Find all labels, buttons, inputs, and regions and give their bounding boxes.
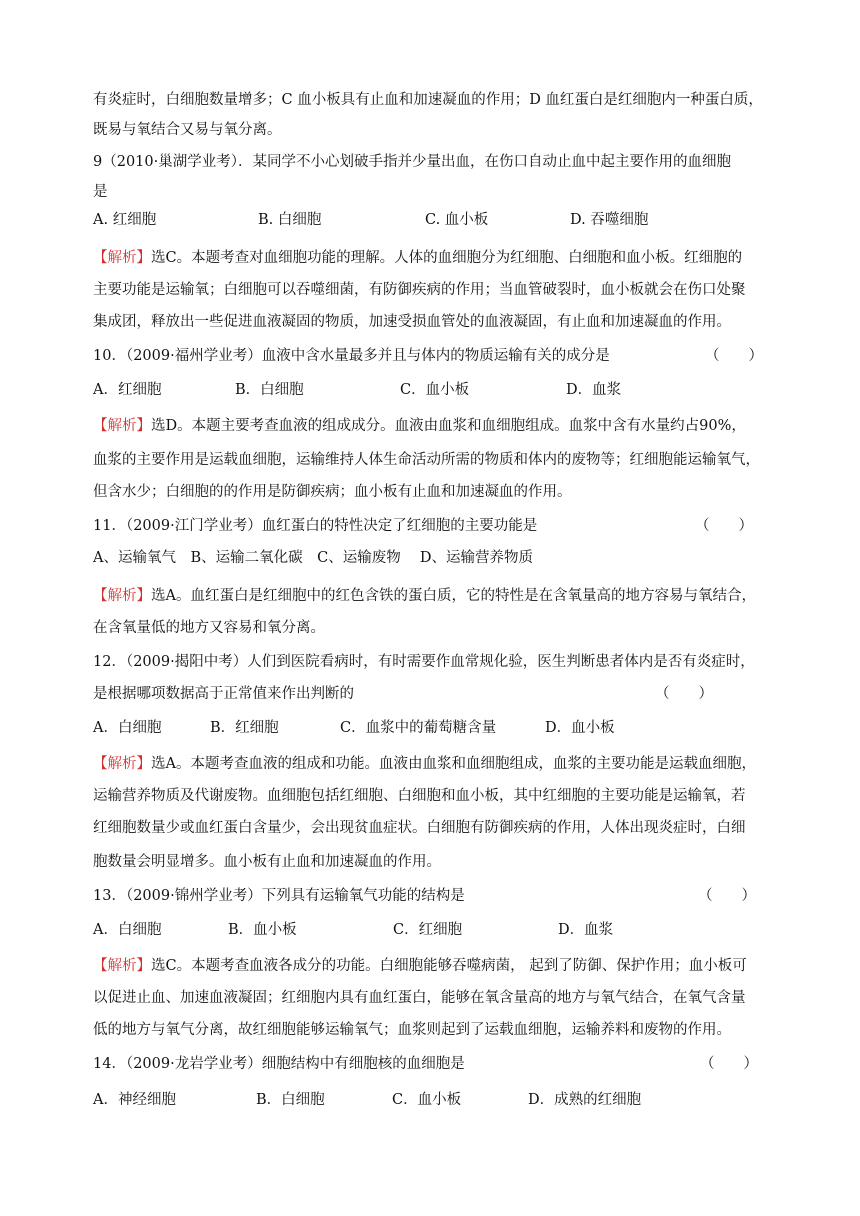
q11-analysis-text: 选A。血红蛋白是红细胞中的红色含铁的蛋白质，它的特性是在含氧量高的地方容易与氧结合，	[151, 588, 756, 604]
q10-analysis-line-1	[93, 416, 746, 436]
q9-analysis-line-2: 主要功能是运输氧；白细胞可以吞噬细菌，有防御疾病的作用；当血管破裂时，血小板就会在伤口处聚	[93, 282, 746, 298]
q10-option-c: C．血小板	[400, 382, 470, 398]
q9-stem-line-2: 是	[93, 184, 108, 200]
q13-analysis-line-1	[93, 956, 747, 976]
q12-option-d: D．血小板	[545, 720, 615, 736]
q9-option-d: D. 吞噬细胞	[570, 212, 649, 228]
q9-analysis-text: 选C。本题考查对血细胞功能的理解。人体的血细胞分为红细胞、白细胞和血小板。红细胞的	[151, 250, 743, 266]
q14-option-c: C．血小板	[392, 1092, 462, 1108]
q12-stem-line-2: 是根据哪项数据高于正常值来作出判断的	[93, 686, 354, 702]
q10-analysis-line-2: 血浆的主要作用是运载血细胞，运输维持人体生命活动所需的物质和体内的废物等；红细胞能运输氧气，	[93, 452, 760, 468]
q13-option-b: B．血小板	[228, 922, 297, 938]
q12-analysis-line-4: 胞数量会明显增多。血小板有止血和加速凝血的作用。	[93, 854, 441, 870]
q12-analysis-line-2: 运输营养物质及代谢废物。血细胞包括红细胞、白细胞和血小板，其中红细胞的主要功能是运输氧，若	[93, 788, 746, 804]
q10-option-b: B．白细胞	[235, 382, 304, 398]
q14-option-b: B．白细胞	[256, 1092, 325, 1108]
q9-option-a: A. 红细胞	[93, 212, 157, 228]
q9-option-c: C. 血小板	[425, 212, 489, 228]
q10-option-d: D．血浆	[566, 382, 622, 398]
q14-answer-bracket: （ ）	[700, 1056, 758, 1072]
intro-line-2: 既易与氧结合又易与氧分离。	[93, 122, 282, 138]
q12-stem-line-1: 12．（2009·揭阳中考）人们到医院看病时，有时需要作血常规化验，医生判断患者体内是否有炎症时，	[93, 654, 755, 670]
q10-analysis-line-3: 但含水少；白细胞的的作用是防御疾病；血小板有止血和加速凝血的作用。	[93, 484, 572, 500]
q10-analysis-text: 选D。本题主要考查血液的组成成分。血液由血浆和血细胞组成。血浆中含有水量约占90%，	[151, 418, 746, 434]
q10-answer-bracket: （ ）	[705, 348, 763, 364]
q11-options: A、运输氧气 B、运输二氧化碳 C、运输废物 D、运输营养物质	[93, 550, 533, 566]
analysis-label: 【解析】	[93, 250, 151, 266]
q11-analysis-line-2: 在含氧量低的地方又容易和氧分离。	[93, 620, 325, 636]
q10-option-a: A．红细胞	[93, 382, 162, 398]
q9-analysis-line-1	[93, 248, 742, 268]
q11-stem: 11．（2009·江门学业考）血红蛋白的特性决定了红细胞的主要功能是	[93, 518, 538, 534]
q14-option-a: A．神经细胞	[93, 1092, 176, 1108]
q10-stem: 10．（2009·福州学业考）血液中含水量最多并且与体内的物质运输有关的成分是	[93, 348, 610, 364]
q13-option-a: A．白细胞	[93, 922, 162, 938]
q12-analysis-line-1	[93, 754, 756, 774]
analysis-label: 【解析】	[93, 958, 151, 974]
q14-stem: 14．（2009·龙岩学业考）细胞结构中有细胞核的血细胞是	[93, 1056, 465, 1072]
q9-option-b: B. 白细胞	[258, 212, 322, 228]
q12-option-b: B．红细胞	[210, 720, 279, 736]
q14-option-d: D．成熟的红细胞	[528, 1092, 642, 1108]
q13-analysis-text: 选C。本题考查血液各成分的功能。白细胞能够吞噬病菌， 起到了防御、保护作用；血小板可	[151, 958, 747, 974]
analysis-label: 【解析】	[93, 756, 151, 772]
q13-option-d: D．血浆	[558, 922, 614, 938]
q13-analysis-line-3: 低的地方与氧气分离，故红细胞能够运输氧气；血浆则起到了运载血细胞，运输养料和废物的作用。	[93, 1022, 731, 1038]
q13-analysis-line-2: 以促进止血、加速血液凝固；红细胞内具有血红蛋白，能够在氧含量高的地方与氧气结合，在氧气含量	[93, 990, 746, 1006]
intro-line-1: 有炎症时，白细胞数量增多；C 血小板具有止血和加速凝血的作用；D 血红蛋白是红细胞内一种蛋白质，	[93, 92, 763, 108]
q11-answer-bracket: （ ）	[695, 518, 753, 534]
q12-option-a: A．白细胞	[93, 720, 162, 736]
analysis-label: 【解析】	[93, 418, 151, 434]
q9-stem-line-1: 9（2010·巢湖学业考）．某同学不小心划破手指并少量出血，在伤口自动止血中起主要作用的血细胞	[93, 154, 731, 170]
analysis-label: 【解析】	[93, 588, 151, 604]
q13-answer-bracket: （ ）	[698, 888, 756, 904]
q11-analysis-line-1	[93, 586, 756, 606]
q13-stem: 13．（2009·锦州学业考）下列具有运输氧气功能的结构是	[93, 888, 465, 904]
q12-option-c: C．血浆中的葡萄糖含量	[340, 720, 497, 736]
q12-analysis-line-3: 红细胞数量少或血红蛋白含量少，会出现贫血症状。白细胞有防御疾病的作用，人体出现炎症时，白细	[93, 820, 746, 836]
q13-option-c: C．红细胞	[393, 922, 463, 938]
q12-analysis-text: 选A。本题考查血液的组成和功能。血液由血浆和血细胞组成，血浆的主要功能是运载血细胞，	[151, 756, 756, 772]
q12-answer-bracket: （ ）	[655, 686, 713, 702]
q9-analysis-line-3: 集成团，释放出一些促进血液凝固的物质，加速受损血管处的血液凝固，有止血和加速凝血的作用。	[93, 314, 731, 330]
